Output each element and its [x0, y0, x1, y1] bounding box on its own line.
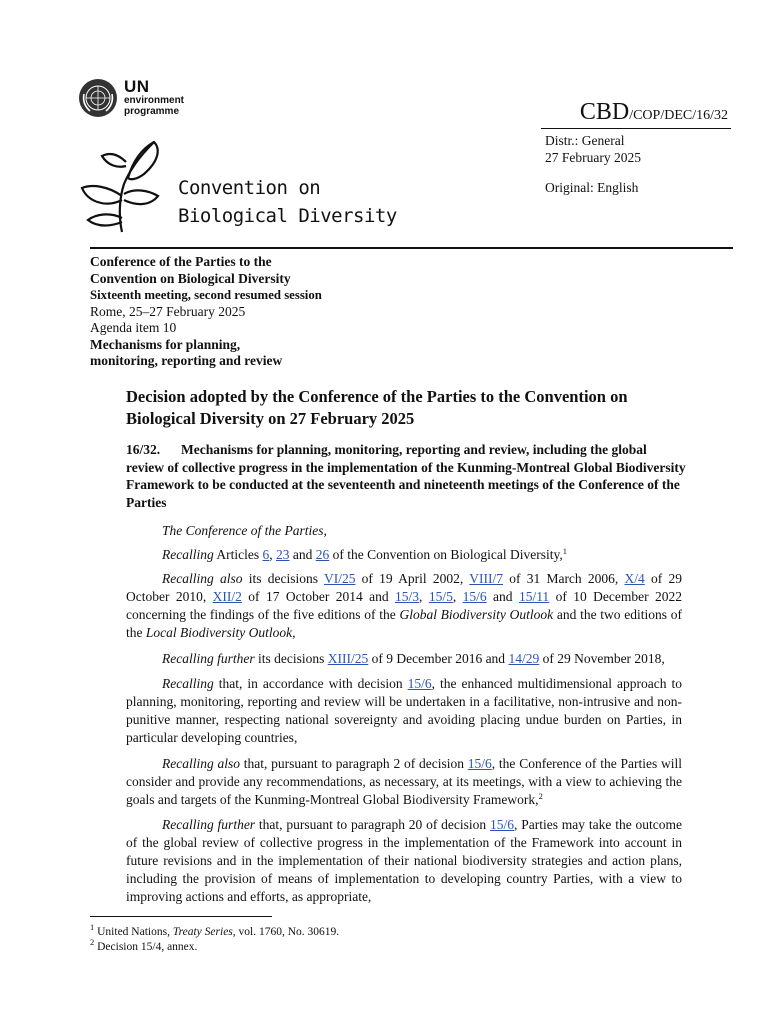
- footnote-ref-1[interactable]: 1: [562, 546, 567, 556]
- footnote-text: United Nations,: [94, 926, 173, 938]
- paragraph-text: of 10 December 2022 concerning the findings of the five editions of the: [126, 589, 682, 622]
- meeting-place-dates: Rome, 25–27 February 2025: [90, 303, 246, 319]
- convention-name-line2: Biological Diversity: [178, 205, 397, 227]
- decision-title: Mechanisms for planning, monitoring, reporting and review, including the global review of collective progress in the implementation of the Kunming-Montreal Global Biodiversity Framework to be conducted at the seventeenth and nineteenth meetings of the Conference of the Parties: [126, 442, 686, 510]
- lead-phrase: Recalling also: [162, 571, 243, 586]
- document-symbol: [580, 100, 728, 128]
- lead-phrase: Recalling further: [162, 650, 255, 666]
- decision-15-6-link[interactable]: 15/6: [490, 817, 515, 832]
- paragraph-text: its decisions: [254, 650, 328, 666]
- lead-phrase: Recalling: [162, 547, 214, 562]
- paragraph-text: of 29 October 2010,: [126, 571, 682, 604]
- paragraph-text: , the Conference of the Parties will consider and provide any recommendations, as necessary, at its meetings, with a view to achieving the goals and targets of the Kunming-Montreal Global Biodiversity Framework,: [126, 755, 682, 807]
- footnote-mark: 2: [90, 937, 95, 947]
- un-emblem-icon: [78, 78, 118, 118]
- preamble-paragraph-5: [126, 755, 682, 809]
- symbol-rest: /COP/DEC/16/32: [629, 108, 728, 123]
- paragraph-text: and: [289, 547, 316, 562]
- decision-x-4-link[interactable]: X/4: [624, 571, 645, 586]
- symbol-prefix: CBD: [579, 99, 630, 125]
- agenda-item: Agenda item 10: [90, 320, 177, 335]
- paragraph-text: , Parties may take the outcome of the global review of collective progress in the implementation of the Framework into account in future revisions and in the implementation of their national biodiversity strategies and action plans, including the provision of means of implementation to developing country Parties, with a view to improving actions and efforts, as appropriate,: [126, 817, 682, 904]
- publication-title: Global Biodiversity Outlook: [399, 607, 554, 622]
- article-6-link[interactable]: 6: [262, 547, 270, 562]
- article-26-link[interactable]: 26: [315, 547, 330, 562]
- paragraph-text: and: [486, 589, 519, 604]
- lead-phrase: Recalling further: [162, 817, 256, 832]
- paragraph-text: ,: [419, 589, 429, 604]
- meeting-session: Sixteenth meeting, second resumed session: [90, 288, 322, 302]
- meeting-body-line2: Convention on Biological Diversity: [90, 270, 291, 286]
- decision-15-5-link[interactable]: 15/5: [428, 589, 453, 604]
- convention-name: [178, 174, 397, 230]
- footnote-text: , vol. 1760, No. 30619.: [232, 926, 340, 938]
- footnotes: [90, 922, 340, 955]
- document-title: Decision adopted by the Conference of the Parties to the Convention on Biological Diversity on 27 February 2025: [126, 387, 628, 428]
- preamble-subject: The Conference of the Parties,: [162, 523, 327, 538]
- paragraph-text: of 17 October 2014 and: [241, 589, 396, 604]
- paragraph-text: of 19 April 2002,: [355, 571, 470, 586]
- convention-name-line1: Convention on: [178, 177, 321, 199]
- preamble-paragraph-4: [126, 675, 682, 747]
- preamble-paragraph-3: [126, 650, 682, 668]
- paragraph-text: that, pursuant to paragraph 2 of decision: [240, 755, 468, 771]
- article-23-link[interactable]: 23: [275, 547, 290, 562]
- footnote-ref-2[interactable]: 2: [538, 790, 543, 801]
- decision-heading: [126, 441, 686, 511]
- decision-15-6-link[interactable]: 15/6: [467, 755, 492, 771]
- footnote-separator: [90, 916, 272, 917]
- paragraph-text: of 29 November 2018,: [539, 650, 665, 666]
- header-divider: [541, 128, 731, 129]
- decision-15-6-link[interactable]: 15/6: [462, 589, 487, 604]
- footnote-2: [90, 937, 339, 955]
- lead-phrase: Recalling: [162, 676, 214, 691]
- paragraph-text: , the enhanced multidimensional approach to planning, monitoring, reporting and review will be undertaken in a facilitative, non-intrusive and non-punitive manner, respecting national sovereignty and avoiding placing undue burden on Parties, in particular developing countries,: [126, 676, 682, 745]
- footnote-mark: 1: [90, 922, 95, 932]
- paragraph-text: Articles: [213, 547, 263, 562]
- decision-15-6-link[interactable]: 15/6: [407, 676, 432, 691]
- paragraph-text: ,: [292, 625, 296, 640]
- distribution-block: [545, 132, 641, 166]
- paragraph-text: of the Convention on Biological Diversity,: [329, 547, 563, 562]
- un-label: UN: [124, 77, 150, 96]
- paragraph-text: that, pursuant to paragraph 20 of decision: [255, 817, 491, 832]
- lead-phrase: Recalling also: [162, 755, 241, 771]
- un-environment-label: environment: [124, 95, 185, 106]
- footnote-text: Decision 15/4, annex.: [94, 941, 198, 953]
- un-environment-logo: [124, 78, 184, 117]
- paragraph-text: ,: [452, 589, 463, 604]
- cbd-plant-logo-icon: [78, 134, 166, 234]
- decision-vi-25-link[interactable]: VI/25: [323, 571, 356, 586]
- publication-title: Local Biodiversity Outlook: [145, 625, 293, 640]
- agenda-title-line1: Mechanisms for planning,: [90, 336, 241, 352]
- un-programme-label: programme: [124, 106, 180, 117]
- preamble-paragraph-6: [126, 816, 682, 906]
- decision-viii-7-link[interactable]: VIII/7: [469, 571, 503, 586]
- footnote-1: [90, 922, 340, 940]
- decision-number: 16/32.: [126, 442, 161, 457]
- paragraph-text: that, in accordance with decision: [213, 676, 408, 691]
- decision-xii-2-link[interactable]: XII/2: [212, 589, 242, 604]
- distribution-label: Distr.: General: [545, 133, 625, 148]
- decision-14-29-link[interactable]: 14/29: [508, 650, 540, 666]
- decision-15-3-link[interactable]: 15/3: [395, 589, 420, 604]
- paragraph-text: its decisions: [242, 571, 324, 586]
- original-language: Original: English: [545, 180, 639, 195]
- meeting-body-line1: Conference of the Parties to the: [90, 254, 272, 269]
- document-date: 27 February 2025: [545, 150, 641, 165]
- preamble-paragraph-1: [126, 546, 682, 564]
- footnote-publication: Treaty Series: [172, 926, 233, 938]
- agenda-title-line2: monitoring, reporting and review: [90, 353, 283, 368]
- decision-15-11-link[interactable]: 15/11: [518, 589, 550, 604]
- preamble-paragraph-2: [126, 570, 682, 642]
- header-rule: [90, 247, 733, 249]
- decision-body: [126, 522, 682, 914]
- decision-xiii-25-link[interactable]: XIII/25: [327, 650, 369, 666]
- meeting-info: [90, 254, 450, 370]
- paragraph-text: of 31 March 2006,: [503, 571, 625, 586]
- paragraph-text: ,: [269, 547, 276, 562]
- preamble-opening: [126, 522, 682, 540]
- paragraph-text: of 9 December 2016 and: [368, 650, 509, 666]
- paragraph-text: and the two editions of the: [126, 607, 682, 640]
